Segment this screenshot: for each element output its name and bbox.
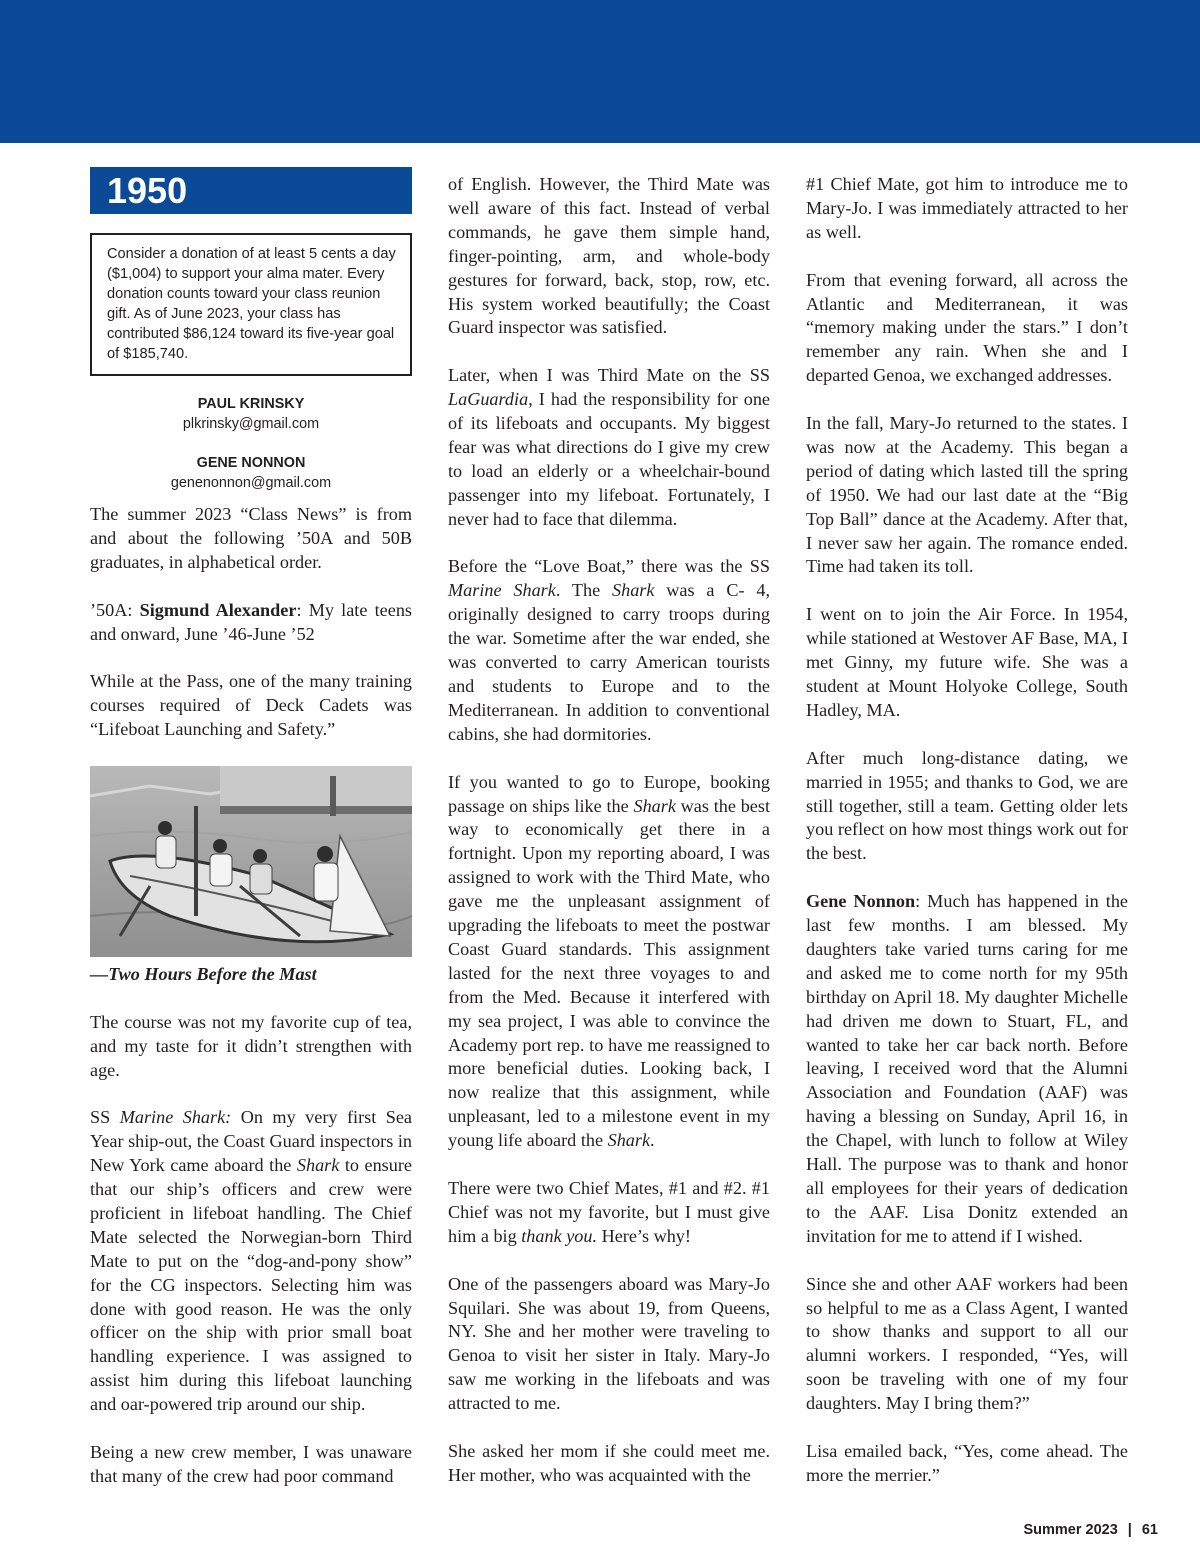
body-paragraph: Since she and other AAF workers had been so helpful to me as a Class Agent, I wanted to show thanks and support to all our alumni workers. I responded, “Yes, will soon be traveling with one of my four daughters. May I bring them?” (806, 1273, 1128, 1414)
body-paragraph: Lisa emailed back, “Yes, come ahead. The more the merrier.” (806, 1440, 1128, 1485)
lifeboat-photo-icon (90, 766, 412, 957)
class-year-heading: 1950 (90, 167, 412, 214)
agent-email: plkrinsky@gmail.com (182, 416, 320, 432)
body-paragraph: Before the “Love Boat,” there was the SS Marine Shark. The Shark was a C- 4, originally designed to carry troops during the war. Sometime after the war ended, she was converted to carry American tourists and students to Europe and to the Mediterranean. In addition to conventional cabins, she had dormitories. (448, 556, 771, 744)
body-paragraph: of English. However, the Third Mate was well aware of this fact. Instead of verbal commands, he gave them simple hand, finger-pointing, arm, and whole-body gestures for forward, back, stop, row, etc. His system worked beautifully; the Coast Guard inspector was satisfied. (448, 174, 770, 338)
footer-separator: | (1127, 1522, 1132, 1538)
issue-label: Summer 2023 (1023, 1522, 1118, 1538)
column-1 (90, 170, 412, 1489)
body-paragraph: There were two Chief Mates, #1 and #2. #1 Chief was not my favorite, but I must give him a big thank you. Here’s why! (448, 1178, 770, 1246)
column-2 (448, 173, 770, 1488)
agent-name: GENE NONNON (196, 455, 306, 471)
agent-email: genenonnon@gmail.com (170, 475, 332, 491)
body-paragraph: She asked her mom if she could meet me. Her mother, who was acquainted with the (448, 1440, 770, 1485)
body-paragraph: While at the Pass, one of the many training courses required of Deck Cadets was “Lifeboat Launching and Safety.” (90, 671, 412, 740)
body-paragraph: SS Marine Shark: On my very first Sea Year ship-out, the Coast Guard inspectors in New York came aboard the Shark to ensure that our ship’s officers and crew were proficient in lifeboat handling. The Chief Mate selected the Norwegian-born Third Mate to put on the “dog-and-pony show” for the CG inspectors. Selecting him was done with good reason. He was the only officer on the ship with prior small boat handling experience. I was assigned to assist him during this lifeboat launching and oar-powered trip around our ship. (90, 1107, 412, 1415)
member-name: Gene Nonnon (806, 891, 916, 912)
body-paragraph: I went on to join the Air Force. In 1954, while stationed at Westover AF Base, MA, I met Ginny, my future wife. She was a student at Mount Holyoke College, South Hadley, MA. (806, 604, 1128, 720)
column-3 (806, 173, 1128, 1488)
header-band (0, 0, 1200, 143)
body-paragraph: If you wanted to go to Europe, booking passage on ships like the Shark was the best way to economically get there in a fortnight. Upon my reporting aboard, I was assigned to work with the Third Mate, who gave me the unpleasant assignment of upgrading the lifeboats to meet the postwar Coast Guard standards. This assignment lasted for the next three voyages to and from the Med. Because it interfered with my sea project, I was able to convince the Academy port rep. to have me reassigned to more beneficial duties. Looking back, I now realize that this assignment, while unpleasant, led to a milestone event in my young life aboard the Shark. (448, 771, 770, 1151)
agent-name: PAUL KRINSKY (197, 396, 305, 412)
body-paragraph: After much long-distance dating, we married in 1955; and thanks to God, we are still together, still a team. Getting older lets you reflect on how most things work out for the best. (806, 747, 1128, 864)
body-paragraph: The course was not my favorite cup of tea, and my taste for it didn’t strengthen with age. (90, 1011, 412, 1080)
page-footer (1023, 1522, 1158, 1538)
body-paragraph: In the fall, Mary-Jo returned to the states. I was now at the Academy. This began a period of dating which lasted till the spring of 1950. We had our last date at the “Big Top Ball” dance at the Academy. After that, I never saw her again. The romance ended. Time had taken its toll. (806, 413, 1128, 577)
body-paragraph: One of the passengers aboard was Mary-Jo Squilari. She was about 19, from Queens, NY. She and her mother were traveling to Genoa to visit her sister in Italy. Mary-Jo saw me working in the lifeboats and was attracted to me. (448, 1273, 770, 1414)
class-agents (90, 394, 412, 493)
donation-box: Consider a donation of at least 5 cents a day ($1,004) to support your alma mater. Every donation counts toward your class reunion gift. As of June 2023, your class has contributed $86,124 toward its five-year goal of $185,740. (90, 233, 412, 376)
body-paragraph: Gene Nonnon: Much has happened in the last few months. I am blessed. My daughters take varied turns caring for me and asked me to come north for my 95th birthday on April 18. My daughter Michelle had driven me down to Stuart, FL, and wanted to take her car back north. Before leaving, I received word that the Alumni Association and Foundation (AAF) was having a blessing on Sunday, April 16, in the Chapel, with lunch to follow at Wiley Hall. The purpose was to thank and honor all employees for their years of dedication to the AAF. Lisa Donitz extended an invitation for me to attend if I wished. (806, 891, 1129, 1246)
member-name: Sigmund Alexander (139, 599, 297, 620)
body-paragraph: #1 Chief Mate, got him to introduce me to Mary-Jo. I was immediately attracted to her as well. (806, 174, 1128, 242)
body-paragraph: Being a new crew member, I was unaware that many of the crew had poor command (90, 1442, 412, 1486)
body-paragraph: Later, when I was Third Mate on the SS LaGuardia, I had the responsibility for one of its lifeboats and occupants. My biggest fear was what directions do I give my crew to load an elderly or a wheelchair-bound passenger into my lifeboat. Fortunately, I never had to face that dilemma. (448, 365, 770, 529)
page-number: 61 (1141, 1522, 1158, 1538)
body-paragraph: The summer 2023 “Class News” is from and about the following ’50A and 50B graduates, in alphabetical order. (90, 504, 412, 572)
body-paragraph: ’50A: Sigmund Alexander: My late teens and onward, June ’46-June ’52 (90, 599, 412, 644)
body-paragraph: From that evening forward, all across the Atlantic and Mediterranean, it was “memory making under the stars.” I don’t remember any rain. When she and I departed Genoa, we exchanged addresses. (806, 269, 1128, 386)
photo-caption: —Two Hours Before the Mast (90, 963, 317, 984)
